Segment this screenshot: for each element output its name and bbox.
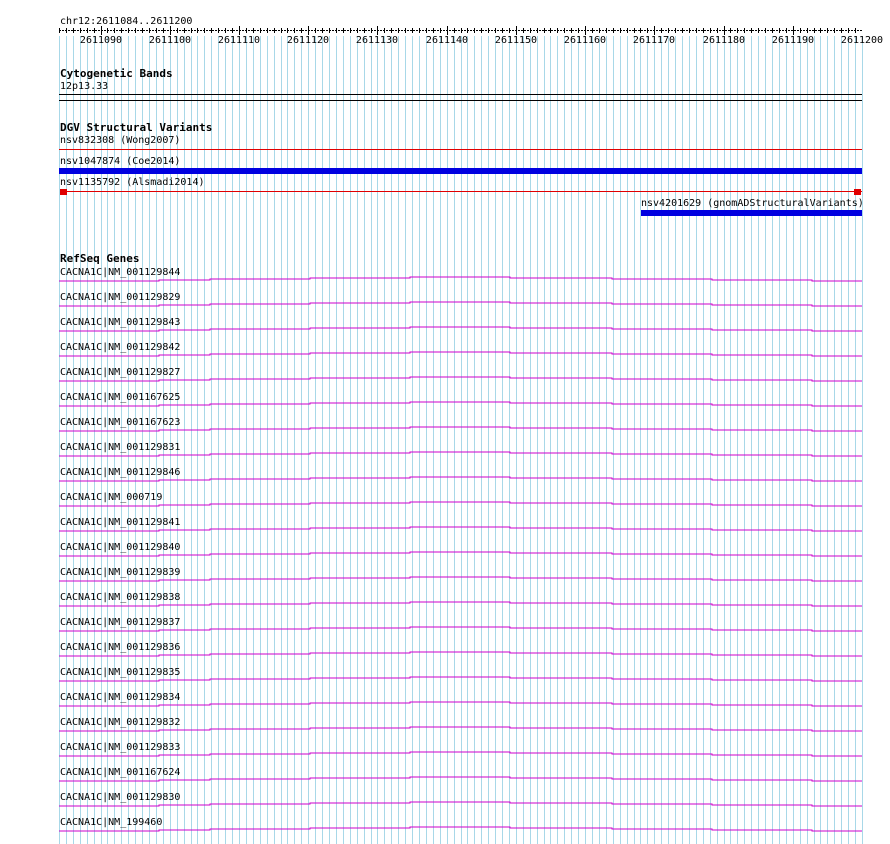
- gene-line: [59, 827, 862, 831]
- ruler-tick-label: 2611090: [79, 35, 123, 46]
- gene-label: CACNA1C|NM_001129830: [60, 792, 181, 803]
- gene-row[interactable]: [0, 640, 890, 665]
- ruler-tick-label: 2611170: [632, 35, 676, 46]
- gene-row[interactable]: [0, 340, 890, 365]
- ruler-tick-label: 2611120: [286, 35, 330, 46]
- cytobands-track-title: Cytogenetic Bands: [60, 67, 173, 80]
- gene-row[interactable]: [0, 415, 890, 440]
- ruler-tick-label: 2611180: [702, 35, 746, 46]
- position-label: chr12:2611084..2611200: [60, 16, 193, 27]
- gene-row[interactable]: [0, 465, 890, 490]
- variant-bar-nsv1047874[interactable]: [59, 168, 862, 174]
- gene-row[interactable]: [0, 665, 890, 690]
- refseq-track-title: RefSeq Genes: [60, 252, 140, 265]
- gene-label: CACNA1C|NM_001167625: [60, 392, 181, 403]
- variant-label-nsv832308: nsv832308 (Wong2007): [60, 135, 181, 146]
- gene-label: CACNA1C|NM_001129841: [60, 517, 181, 528]
- ruler-tick-label: 2611160: [563, 35, 607, 46]
- ruler-tick-label: 2611130: [355, 35, 399, 46]
- gene-label: CACNA1C|NM_001167623: [60, 417, 181, 428]
- ruler-tick-label: 2611140: [425, 35, 469, 46]
- gene-row[interactable]: [0, 765, 890, 790]
- ruler-tick-label: 2611200: [840, 35, 884, 46]
- gene-label: CACNA1C|NM_001129842: [60, 342, 181, 353]
- gene-row[interactable]: [0, 265, 890, 290]
- variant-marker-right[interactable]: [854, 189, 861, 195]
- gene-row[interactable]: [0, 740, 890, 765]
- gene-row[interactable]: [0, 515, 890, 540]
- gene-row[interactable]: [0, 365, 890, 390]
- gene-row[interactable]: [0, 790, 890, 815]
- gene-label: CACNA1C|NM_199460: [60, 817, 163, 828]
- ruler-tick-label: 2611110: [217, 35, 261, 46]
- gene-row[interactable]: [0, 615, 890, 640]
- variant-bar-nsv4201629[interactable]: [641, 210, 862, 216]
- gene-row[interactable]: [0, 565, 890, 590]
- variant-bar-nsv832308[interactable]: [59, 149, 862, 150]
- variant-marker-left[interactable]: [60, 189, 67, 195]
- gene-row[interactable]: [0, 540, 890, 565]
- gene-label: CACNA1C|NM_001129843: [60, 317, 181, 328]
- gene-row[interactable]: [0, 715, 890, 740]
- gene-label: CACNA1C|NM_001129844: [60, 267, 181, 278]
- gene-row[interactable]: [0, 390, 890, 415]
- gene-label: CACNA1C|NM_001167624: [60, 767, 181, 778]
- variant-label-nsv1135792: nsv1135792 (Alsmadi2014): [60, 177, 205, 188]
- gene-label: CACNA1C|NM_001129833: [60, 742, 181, 753]
- cytoband-separator-top: [59, 94, 862, 95]
- variant-bar-nsv1135792[interactable]: [60, 191, 862, 192]
- variant-label-nsv1047874: nsv1047874 (Coe2014): [60, 156, 181, 167]
- coordinate-ruler[interactable]: [59, 26, 884, 46]
- gene-row[interactable]: [0, 290, 890, 315]
- gene-label: CACNA1C|NM_001129834: [60, 692, 181, 703]
- gene-label: CACNA1C|NM_001129827: [60, 367, 181, 378]
- cytoband-separator-bottom: [59, 100, 862, 101]
- gene-label: CACNA1C|NM_001129831: [60, 442, 181, 453]
- gene-label: CACNA1C|NM_001129846: [60, 467, 181, 478]
- gene-label: CACNA1C|NM_001129838: [60, 592, 181, 603]
- cytoband-label: 12p13.33: [60, 81, 109, 92]
- gene-row[interactable]: [0, 690, 890, 715]
- dgv-track-title: DGV Structural Variants: [60, 121, 213, 134]
- ruler-tick-label: 2611190: [771, 35, 815, 46]
- gene-row[interactable]: [0, 440, 890, 465]
- gene-label: CACNA1C|NM_001129835: [60, 667, 181, 678]
- gene-label: CACNA1C|NM_001129829: [60, 292, 181, 303]
- gene-label: CACNA1C|NM_000719: [60, 492, 163, 503]
- ruler-tick-label: 2611100: [148, 35, 192, 46]
- ruler-axis: [59, 26, 862, 35]
- variant-label-nsv4201629: nsv4201629 (gnomADStructuralVariants): [641, 198, 864, 209]
- gene-label: CACNA1C|NM_001129839: [60, 567, 181, 578]
- gene-label: CACNA1C|NM_001129837: [60, 617, 181, 628]
- gene-row[interactable]: [0, 315, 890, 340]
- gene-row[interactable]: [0, 590, 890, 615]
- gene-line: [59, 502, 862, 506]
- gene-row[interactable]: [0, 815, 890, 840]
- gene-label: CACNA1C|NM_001129832: [60, 717, 181, 728]
- gene-label: CACNA1C|NM_001129840: [60, 542, 181, 553]
- ruler-tick-label: 2611150: [494, 35, 538, 46]
- gene-row[interactable]: [0, 490, 890, 515]
- gene-label: CACNA1C|NM_001129836: [60, 642, 181, 653]
